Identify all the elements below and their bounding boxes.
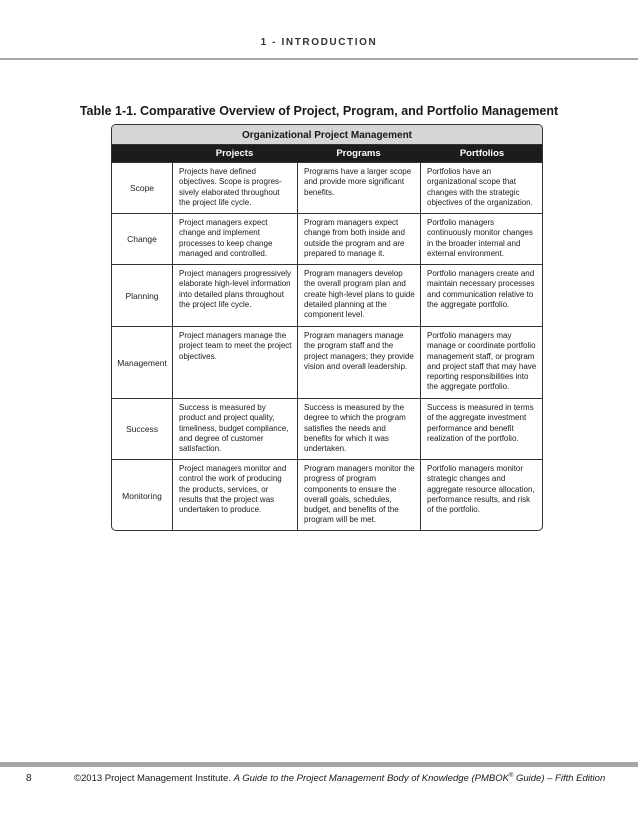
row-label: Management [117, 357, 167, 368]
table-row-scope [112, 162, 542, 213]
comparison-table [111, 124, 543, 531]
footer-divider [0, 762, 638, 767]
table-cell: Portfolio managers monitor strategic changes and aggregate resource allocation, performance results, and risk of the portfolio. [420, 460, 543, 531]
column-header-portfolios: Portfolios [420, 145, 543, 162]
row-label: Planning [125, 290, 159, 301]
table-cell: Project managers expect change and implement processes to keep change managed and controlled. [172, 214, 297, 264]
column-header-blank [112, 145, 172, 162]
table-band-heading: Organizational Project Management [112, 125, 542, 145]
page-number: 8 [26, 773, 32, 784]
table-cell: Success is measured in terms of the aggregate investment performance and benefit realization of the portfolio. [420, 399, 543, 459]
table-cell: Success is measured by the degree to which the program satisfies the needs and benefits for which it was undertaken. [297, 399, 420, 459]
table-cell: Portfolio managers create and maintain necessary processes and communication relative to the aggregate portfolio. [420, 265, 543, 326]
table-cell: Program managers manage the program staff and the project managers; they provide vision and overall leadership. [297, 327, 420, 398]
footer-citation [74, 773, 605, 784]
table-cell: Projects have defined objectives. Scope is progres-sively elaborated throughout the project life cycle. [172, 163, 297, 213]
table-cell: Program managers expect change from both inside and outside the program and are prepared to manage it. [297, 214, 420, 264]
running-header: 1 - INTRODUCTION [260, 37, 378, 48]
row-label: Monitoring [122, 491, 162, 501]
table-row-success [112, 398, 542, 459]
table-cell: Project managers manage the project team to meet the project objectives. [172, 327, 297, 398]
footer-copyright: ©2013 Project Management Institute. [74, 773, 231, 785]
column-header-projects: Projects [172, 145, 297, 162]
table-cell: Program managers develop the overall program plan and create high-level plans to guide detailed planning at the component level. [297, 265, 420, 326]
table-cell: Project managers progressively elaborate high-level information into detailed plans throughout the project life cycle. [172, 265, 297, 326]
table-cell: Portfolio managers continuously monitor changes in the broader internal and external environment. [420, 214, 543, 264]
table-row-planning [112, 264, 542, 326]
table-cell: Programs have a larger scope and provide more significant benefits. [297, 163, 420, 213]
table-cell: Portfolios have an organizational scope that changes with the strategic objectives of the organization. [420, 163, 543, 213]
book-title-part: A Guide to the Project Management Body of Knowledge (PMBOK [233, 773, 509, 785]
row-label: Change [127, 234, 157, 244]
registered-mark: ® [508, 773, 514, 779]
table-row-change [112, 213, 542, 264]
column-header-programs: Programs [297, 145, 420, 162]
row-label: Success [125, 424, 159, 434]
table-title: Table 1-1. Comparative Overview of Project, Program, and Portfolio Management [79, 104, 559, 118]
table-row-monitoring [112, 459, 542, 531]
table-cell: Portfolio managers may manage or coordinate portfolio management staff, or program and project staff that may have reporting responsibilities into the aggregate portfolio. [420, 327, 543, 398]
header-divider [0, 58, 638, 60]
table-cell: Program managers monitor the progress of program components to ensure the overall goals, schedules, budget, and benefits of the program will be met. [297, 460, 420, 531]
table-cell: Project managers monitor and control the work of producing the products, services, or results that the project was undertaken to produce. [172, 460, 297, 531]
table-cell: Success is measured by product and project quality, timeliness, budget compliance, and degree of customer satisfaction. [172, 399, 297, 459]
footer-book-title [234, 773, 606, 784]
row-label: Scope [129, 183, 155, 193]
book-title-part: Guide) – Fifth Edition [513, 773, 606, 785]
table-row-management [112, 326, 542, 398]
